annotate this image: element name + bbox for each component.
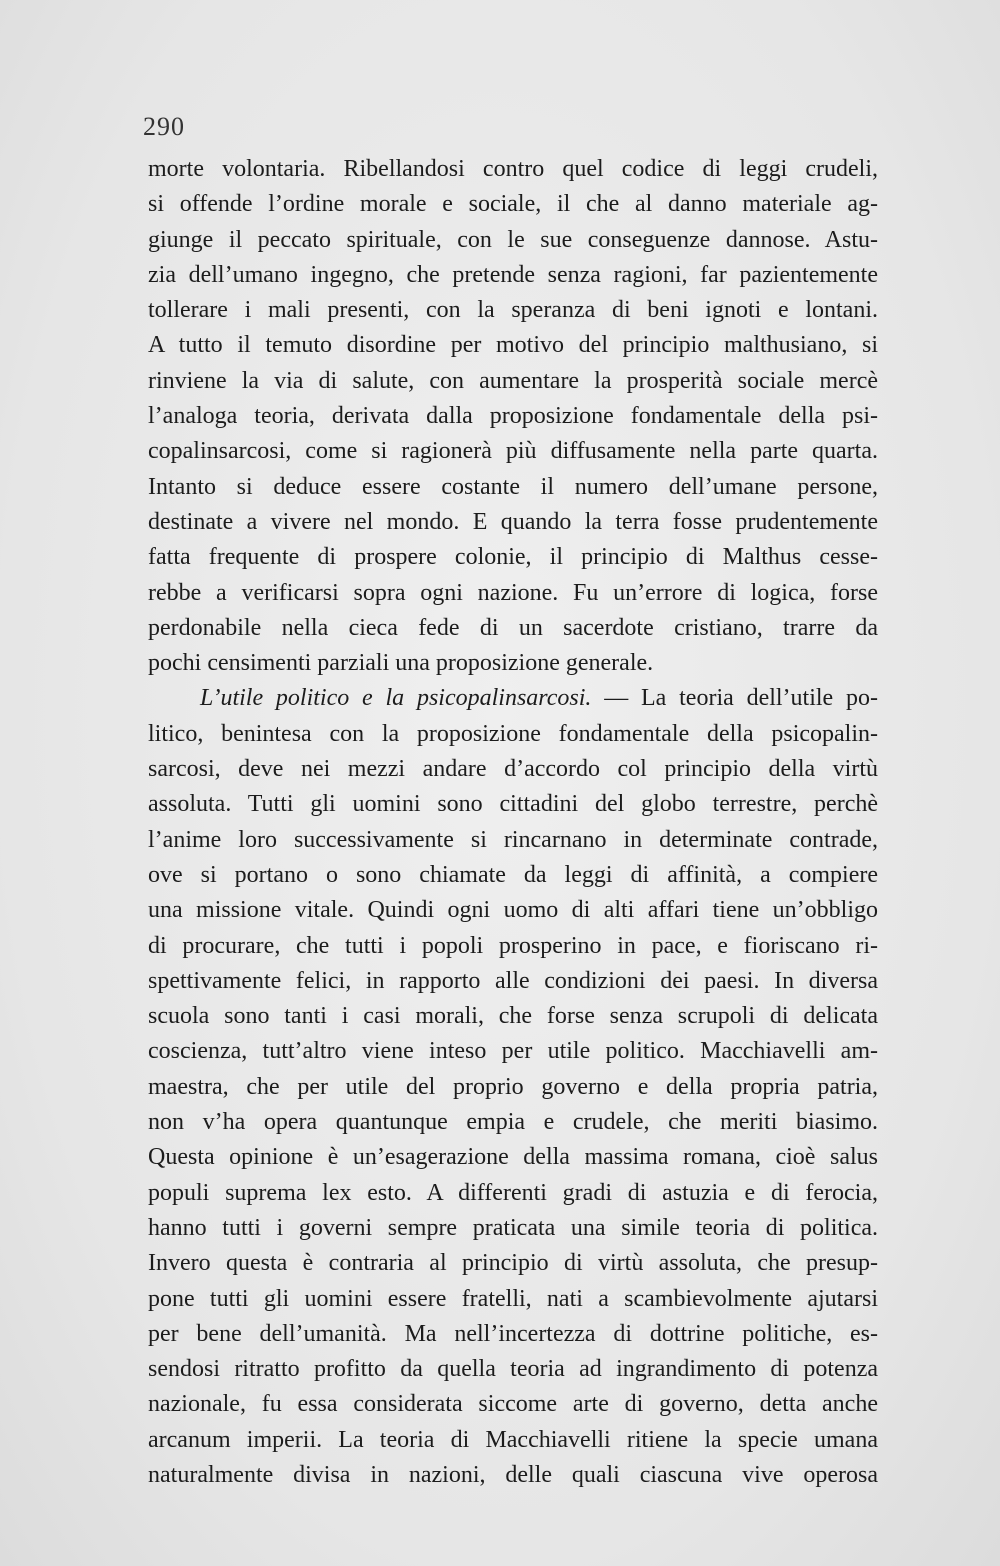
text-line: per bene dell’umanità. Ma nell’incertezza di dottrine politiche, es- — [148, 1320, 878, 1347]
text-line: scuola sono tanti i casi morali, che forse senza scrupoli di delicata — [148, 1003, 878, 1030]
text-line: una missione vitale. Quindi ogni uomo di alti affari tiene un’obbligo — [148, 897, 878, 924]
section-heading-continuation: — La teoria dell’utile po- — [604, 685, 878, 712]
text-line: pochi censimenti parziali una proposizione generale. — [148, 650, 654, 677]
body-text — [148, 152, 878, 1493]
text-line: assoluta. Tutti gli uomini sono cittadini del globo terrestre, perchè — [148, 791, 878, 818]
text-line: di procurare, che tutti i popoli prosperino in pace, e fioriscano ri- — [148, 932, 878, 959]
text-line: zia dell’umano ingegno, che pretende senza ragioni, far pazientemente — [148, 261, 878, 288]
text-line: rinviene la via di salute, con aumentare la prosperità sociale mercè — [148, 367, 878, 394]
section-heading-line — [148, 681, 878, 716]
text-line: perdonabile nella cieca fede di un sacerdote cristiano, trarre da — [148, 614, 878, 641]
text-line: morte volontaria. Ribellandosi contro quel codice di leggi crudeli, — [148, 156, 878, 182]
text-line: giunge il peccato spirituale, con le sue conseguenze dannose. Astu- — [148, 226, 878, 253]
text-line: pone tutti gli uomini essere fratelli, nati a scambievolmente ajutarsi — [148, 1285, 878, 1312]
text-line: copalinsarcosi, come si ragionerà più diffusamente nella parte quarta. — [148, 438, 878, 465]
text-line: destinate a vivere nel mondo. E quando la terra fosse prudentemente — [148, 508, 878, 535]
text-line: Questa opinione è un’esagerazione della massima romana, cioè salus — [148, 1144, 878, 1171]
text-line: fatta frequente di prospere colonie, il principio di Malthus cesse- — [148, 544, 878, 571]
text-line: rebbe a verificarsi sopra ogni nazione. Fu un’errore di logica, forse — [148, 579, 878, 606]
text-line: nazionale, fu essa considerata siccome arte di governo, detta anche — [148, 1391, 878, 1418]
text-line: l’analoga teoria, derivata dalla proposizione fondamentale della psi- — [148, 403, 878, 430]
text-line: arcanum imperii. La teoria di Macchiavelli ritiene la specie umana — [148, 1426, 878, 1453]
text-line: tollerare i mali presenti, con la speranza di beni ignoti e lontani. — [148, 297, 878, 324]
text-line: populi suprema lex esto. A differenti gradi di astuzia e di ferocia, — [148, 1179, 878, 1206]
text-line: sarcosi, deve nei mezzi andare d’accordo col principio della virtù — [148, 756, 878, 783]
text-line: Intanto si deduce essere costante il numero dell’umane persone, — [148, 473, 878, 500]
text-line: hanno tutti i governi sempre praticata una simile teoria di politica. — [148, 1214, 878, 1241]
text-line: A tutto il temuto disordine per motivo del principio malthusiano, si — [148, 332, 878, 359]
text-line: l’anime loro successivamente si rincarnano in determinate contrade, — [148, 826, 878, 853]
text-line: naturalmente divisa in nazioni, delle quali ciascuna vive operosa — [148, 1461, 878, 1488]
text-line: si offende l’ordine morale e sociale, il che al danno materiale ag- — [148, 191, 878, 218]
page-number: 290 — [143, 112, 185, 141]
text-line: sendosi ritratto profitto da quella teoria ad ingrandimento di potenza — [148, 1356, 878, 1383]
text-line: spettivamente felici, in rapporto alle condizioni dei paesi. In diversa — [148, 967, 878, 994]
text-line: maestra, che per utile del proprio governo e della propria patria, — [148, 1073, 878, 1100]
text-line: litico, benintesa con la proposizione fondamentale della psicopalin- — [148, 720, 878, 747]
text-line: Invero questa è contraria al principio di virtù assoluta, che presup- — [148, 1250, 878, 1277]
text-line: non v’ha opera quantunque empia e crudele, che meriti biasimo. — [148, 1109, 878, 1136]
text-line: ove si portano o sono chiamate da leggi di affinità, a compiere — [148, 861, 878, 888]
text-line: coscienza, tutt’altro viene inteso per utile politico. Macchiavelli am- — [148, 1038, 878, 1065]
section-heading: L’utile politico e la psicopalinsarcosi. — [200, 685, 592, 712]
